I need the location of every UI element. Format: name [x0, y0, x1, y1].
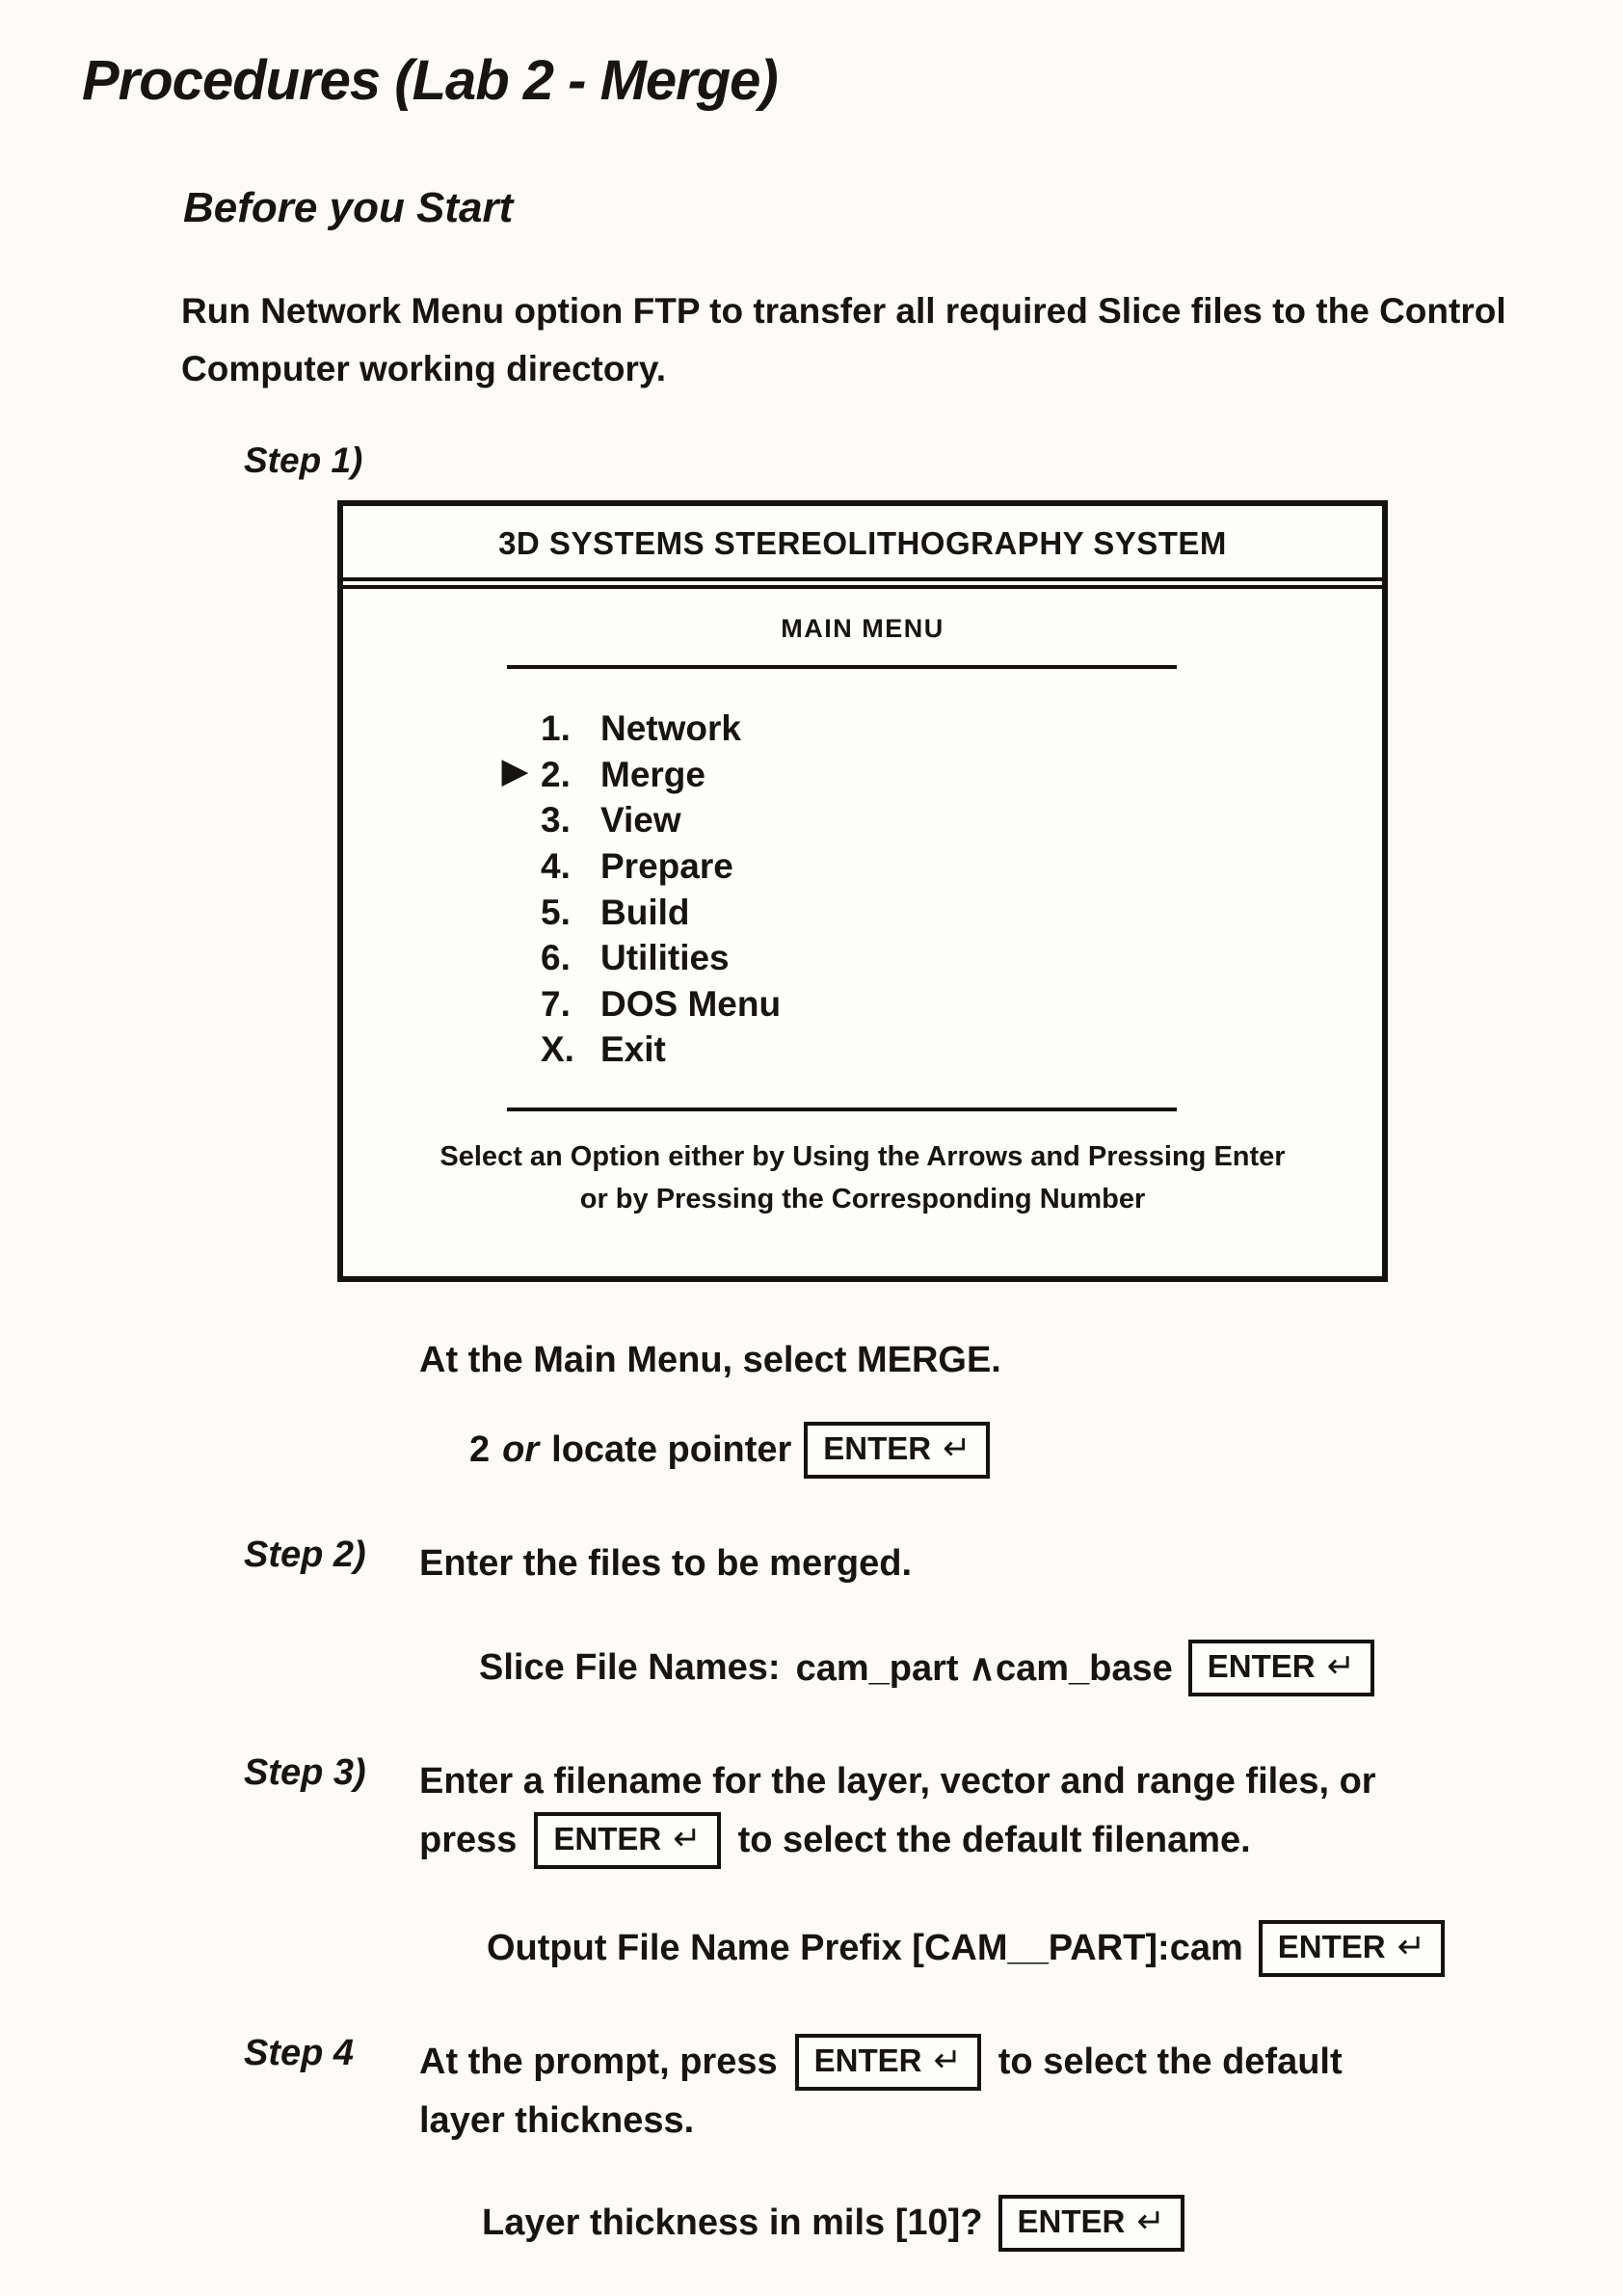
step1-label: Step 1) — [244, 440, 363, 480]
enter-key[interactable] — [1188, 1640, 1374, 1696]
enter-key-label: ENTER — [553, 1821, 662, 1857]
menu-item-key: 2. — [541, 754, 571, 794]
menu-item-key: X. — [541, 1029, 574, 1070]
command-rest: locate pointer — [551, 1429, 792, 1471]
enter-key-label: ENTER — [1207, 1648, 1316, 1685]
enter-key[interactable] — [795, 2034, 981, 2091]
step2-prompt-line — [479, 1640, 1623, 1696]
step4-line1 — [419, 2033, 1343, 2092]
menu-item-key: 1. — [541, 707, 571, 748]
page-title: Procedures (Lab 2 - Merge) — [82, 49, 778, 112]
step2-row — [244, 1535, 1623, 1593]
terminal-screen — [337, 500, 1388, 1282]
menu-item-label: Exit — [600, 1029, 666, 1070]
return-arrow-icon: ↵ — [933, 2042, 962, 2080]
menu-item-build[interactable] — [541, 892, 1382, 934]
enter-key-label: ENTER — [1017, 2203, 1126, 2240]
menu-title: MAIN MENU — [781, 613, 945, 643]
menu-item-key: 6. — [541, 938, 571, 978]
step3-line2-prefix: press — [419, 1820, 518, 1861]
step3-row — [244, 1752, 1623, 1870]
step3-label: Step 3) — [244, 1752, 366, 1794]
menu-item-network[interactable] — [541, 707, 1382, 750]
enter-key[interactable] — [804, 1422, 990, 1479]
return-arrow-icon: ↵ — [943, 1429, 971, 1468]
enter-key[interactable] — [534, 1812, 720, 1869]
menu-item-prepare[interactable] — [541, 845, 1382, 888]
step2-text: Enter the files to be merged. — [419, 1543, 912, 1585]
return-arrow-icon: ↵ — [1397, 1928, 1425, 1966]
menu-item-key: 5. — [541, 892, 571, 932]
slice-file-prompt: Slice File Names: — [479, 1647, 781, 1689]
menu-help-line1: Select an Option either by Using the Arrows and Pressing Enter — [439, 1141, 1286, 1173]
step4-line2: layer thickness. — [419, 2100, 695, 2142]
output-prefix-prompt: Output File Name Prefix [CAM__PART]:cam — [487, 1928, 1243, 1969]
menu-item-label: Merge — [600, 754, 705, 794]
layer-thickness-prompt: Layer thickness in mils [10]? — [482, 2202, 983, 2243]
command-or: or — [502, 1429, 540, 1471]
menu-divider-top — [507, 665, 1177, 669]
menu-item-label: Prepare — [600, 845, 733, 886]
step4-line1-prefix: At the prompt, press — [419, 2042, 778, 2083]
selection-pointer-icon: ▶ — [502, 752, 528, 789]
menu-item-label: Utilities — [600, 938, 730, 978]
menu-item-label: Network — [600, 707, 741, 748]
section-heading: Before you Start — [183, 184, 514, 231]
menu-item-key: 7. — [541, 983, 571, 1024]
step4-text — [419, 2033, 1343, 2150]
step4-label: Step 4 — [244, 2033, 355, 2074]
enter-key-label: ENTER — [1277, 1929, 1386, 1965]
step3-line1: Enter a filename for the layer, vector and range files, or — [419, 1761, 1376, 1802]
step3-line2 — [419, 1811, 1376, 1870]
menu-item-dos-menu[interactable] — [541, 983, 1382, 1026]
step3-text — [419, 1752, 1376, 1870]
menu-item-label: View — [600, 800, 681, 841]
return-arrow-icon: ↵ — [673, 1819, 702, 1857]
step1-instruction: At the Main Menu, select MERGE. — [419, 1340, 1001, 1381]
enter-key-label: ENTER — [813, 2042, 922, 2079]
screen-title: 3D SYSTEMS STEREOLITHOGRAPHY SYSTEM — [343, 506, 1382, 589]
menu-item-label: Build — [600, 892, 690, 932]
menu-item-label: DOS Menu — [600, 983, 782, 1024]
menu-item-view[interactable] — [541, 799, 1382, 841]
return-arrow-icon: ↵ — [1136, 2202, 1165, 2240]
enter-key[interactable] — [998, 2195, 1184, 2252]
menu-item-key: 3. — [541, 800, 571, 841]
screen-body — [343, 589, 1382, 1276]
menu-divider-bottom — [507, 1108, 1177, 1111]
step4-prompt-line — [482, 2195, 1623, 2252]
command-number: 2 — [469, 1429, 491, 1471]
menu-help-text — [343, 1136, 1382, 1220]
menu-help-line2: or by Pressing the Corresponding Number — [579, 1183, 1146, 1215]
menu-item-key: 4. — [541, 845, 571, 886]
enter-key-label: ENTER — [823, 1430, 932, 1467]
enter-key[interactable] — [1259, 1920, 1445, 1977]
step1-command-line — [469, 1422, 1623, 1479]
intro-paragraph: Run Network Menu option FTP to transfer all required Slice files to the Control Computer working directory. — [181, 291, 1506, 388]
step4-line1-suffix: to select the default — [998, 2042, 1343, 2083]
main-menu-list — [502, 707, 1382, 1071]
menu-item-utilities[interactable] — [541, 937, 1382, 979]
slice-file-value: cam_part ∧cam_base — [795, 1648, 1173, 1690]
step3-prompt-line — [487, 1920, 1623, 1977]
return-arrow-icon: ↵ — [1326, 1647, 1355, 1686]
menu-item-merge[interactable] — [502, 752, 1382, 796]
menu-item-exit[interactable] — [541, 1028, 1382, 1071]
step4-row — [244, 2033, 1623, 2150]
step3-line2-suffix: to select the default filename. — [737, 1820, 1251, 1861]
step2-label: Step 2) — [244, 1535, 366, 1576]
